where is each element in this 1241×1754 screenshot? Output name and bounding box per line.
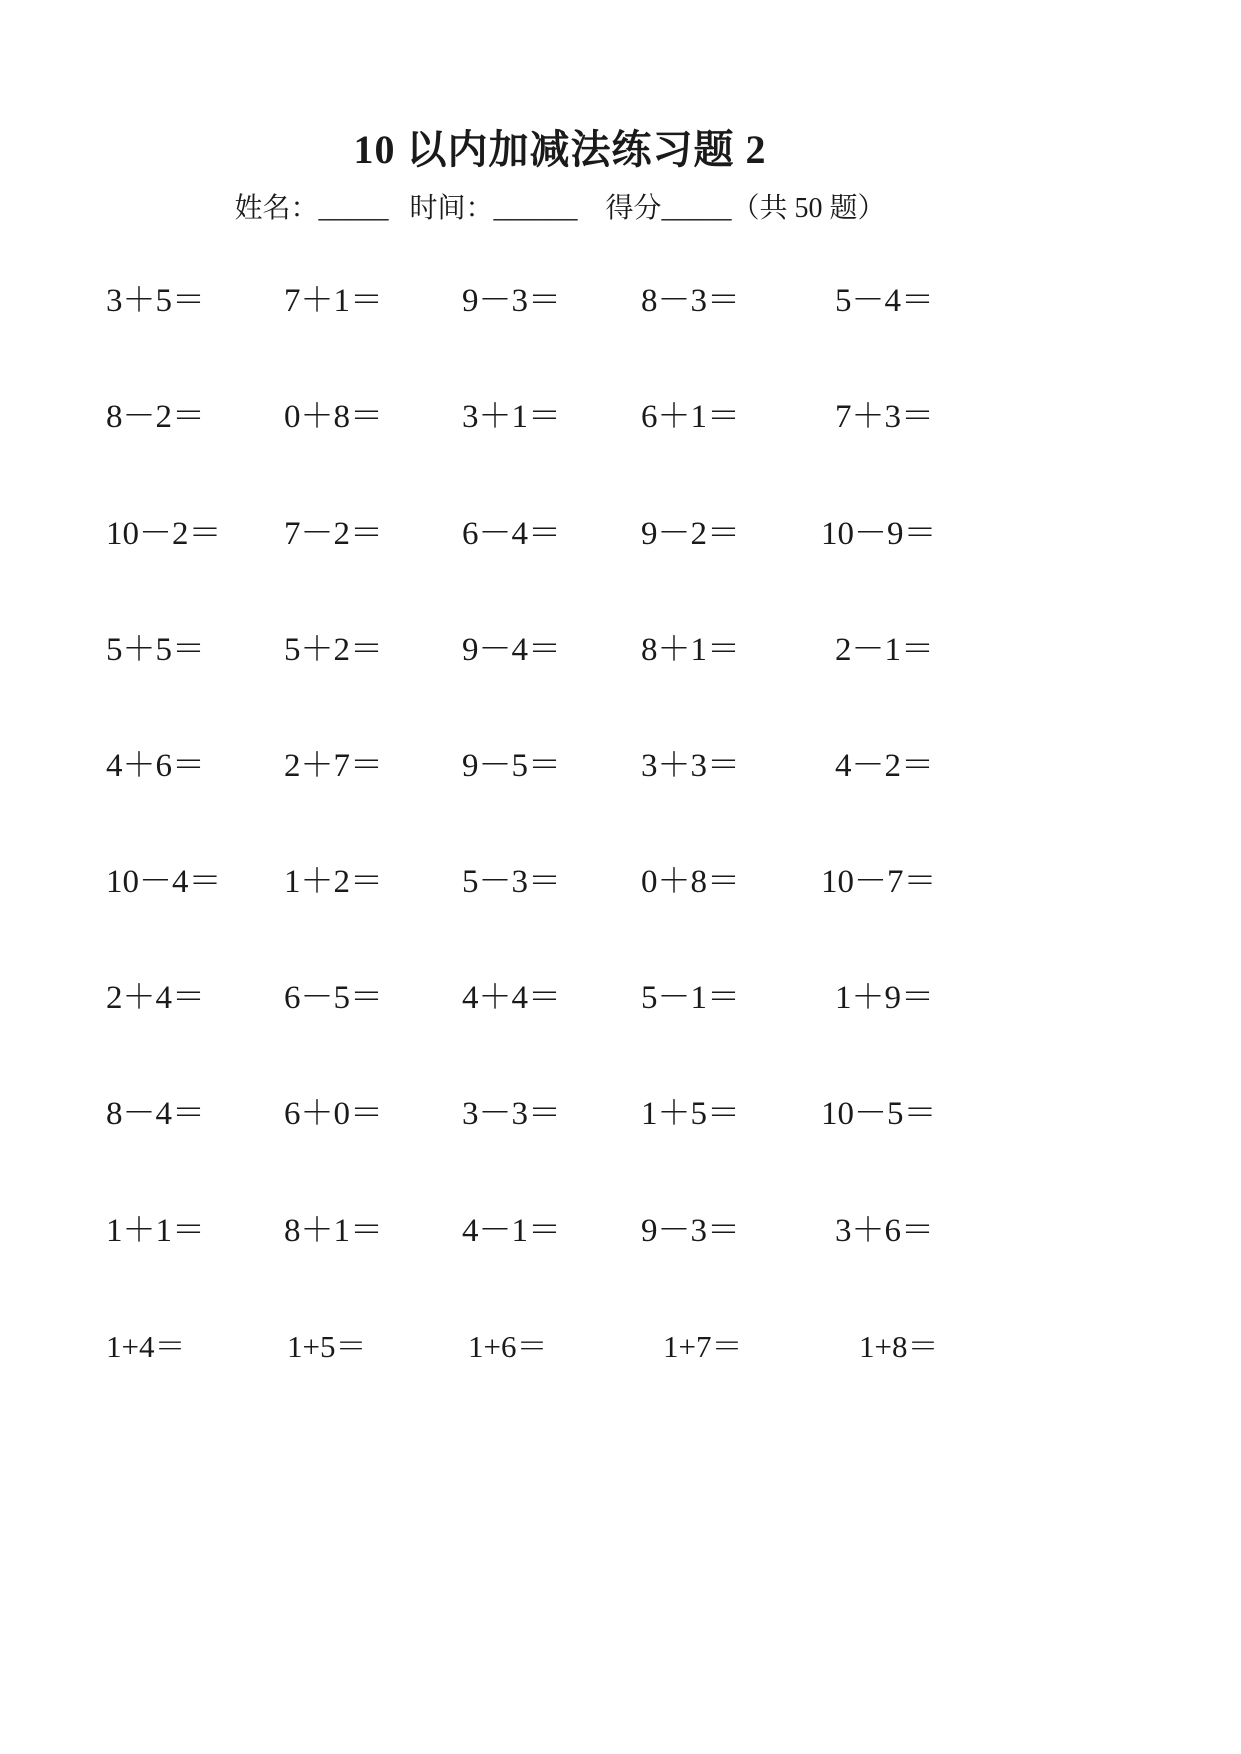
problem: 8－4＝ (106, 1096, 205, 1132)
problem: 3＋3＝ (641, 748, 740, 784)
problem: 5－3＝ (462, 864, 561, 900)
problem: 1+5＝ (287, 1329, 367, 1364)
problem: 3－3＝ (462, 1096, 561, 1132)
problem: 0＋8＝ (284, 399, 383, 435)
problem: 3＋6＝ (835, 1213, 934, 1249)
problem: 4＋6＝ (106, 748, 205, 784)
problem-row (0, 392, 1241, 442)
problem: 7－2＝ (284, 516, 383, 552)
problem: 1+4＝ (106, 1329, 186, 1364)
problem: 1+7＝ (663, 1329, 743, 1364)
problem: 5＋2＝ (284, 632, 383, 668)
problem: 6＋0＝ (284, 1096, 383, 1132)
problem: 1+6＝ (468, 1329, 548, 1364)
problem-row (0, 509, 1241, 559)
problem: 8－3＝ (641, 283, 740, 319)
problem-row (0, 973, 1241, 1023)
problem: 4－1＝ (462, 1213, 561, 1249)
problem: 2＋4＝ (106, 980, 205, 1016)
problem: 1＋5＝ (641, 1096, 740, 1132)
problem: 9－4＝ (462, 632, 561, 668)
problem: 10－9＝ (821, 516, 937, 552)
problem-row (0, 276, 1241, 326)
problem-row (0, 1089, 1241, 1139)
problem: 6－4＝ (462, 516, 561, 552)
problem: 6＋1＝ (641, 399, 740, 435)
problem: 1＋9＝ (835, 980, 934, 1016)
problem: 10－2＝ (106, 516, 222, 552)
problem: 1＋2＝ (284, 864, 383, 900)
problem: 4＋4＝ (462, 980, 561, 1016)
problem: 7＋1＝ (284, 283, 383, 319)
problem-row (0, 741, 1241, 791)
page-title: 10 以内加减法练习题 2 (353, 127, 767, 172)
problem: 10－5＝ (821, 1096, 937, 1132)
problem: 2－1＝ (835, 632, 934, 668)
problem: 3＋5＝ (106, 283, 205, 319)
problem: 4－2＝ (835, 748, 934, 784)
problem: 6－5＝ (284, 980, 383, 1016)
problem: 10－4＝ (106, 864, 222, 900)
problem: 1＋1＝ (106, 1213, 205, 1249)
problem-row (0, 1322, 1241, 1372)
problem: 8＋1＝ (641, 632, 740, 668)
problem-row (0, 1206, 1241, 1256)
info-line: 姓名：_____ 时间：______ 得分_____（共 50 题） (234, 193, 886, 224)
problem: 8＋1＝ (284, 1213, 383, 1249)
problem: 2＋7＝ (284, 748, 383, 784)
problem: 9－3＝ (641, 1213, 740, 1249)
problem: 5＋5＝ (106, 632, 205, 668)
problem: 10－7＝ (821, 864, 937, 900)
problem: 3＋1＝ (462, 399, 561, 435)
problem: 9－3＝ (462, 283, 561, 319)
problem: 1+8＝ (859, 1329, 939, 1364)
problem: 5－4＝ (835, 283, 934, 319)
problem-row (0, 625, 1241, 675)
problem: 9－2＝ (641, 516, 740, 552)
problem: 9－5＝ (462, 748, 561, 784)
problem: 8－2＝ (106, 399, 205, 435)
problem: 5－1＝ (641, 980, 740, 1016)
problem: 7＋3＝ (835, 399, 934, 435)
problem-row (0, 857, 1241, 907)
problem: 0＋8＝ (641, 864, 740, 900)
